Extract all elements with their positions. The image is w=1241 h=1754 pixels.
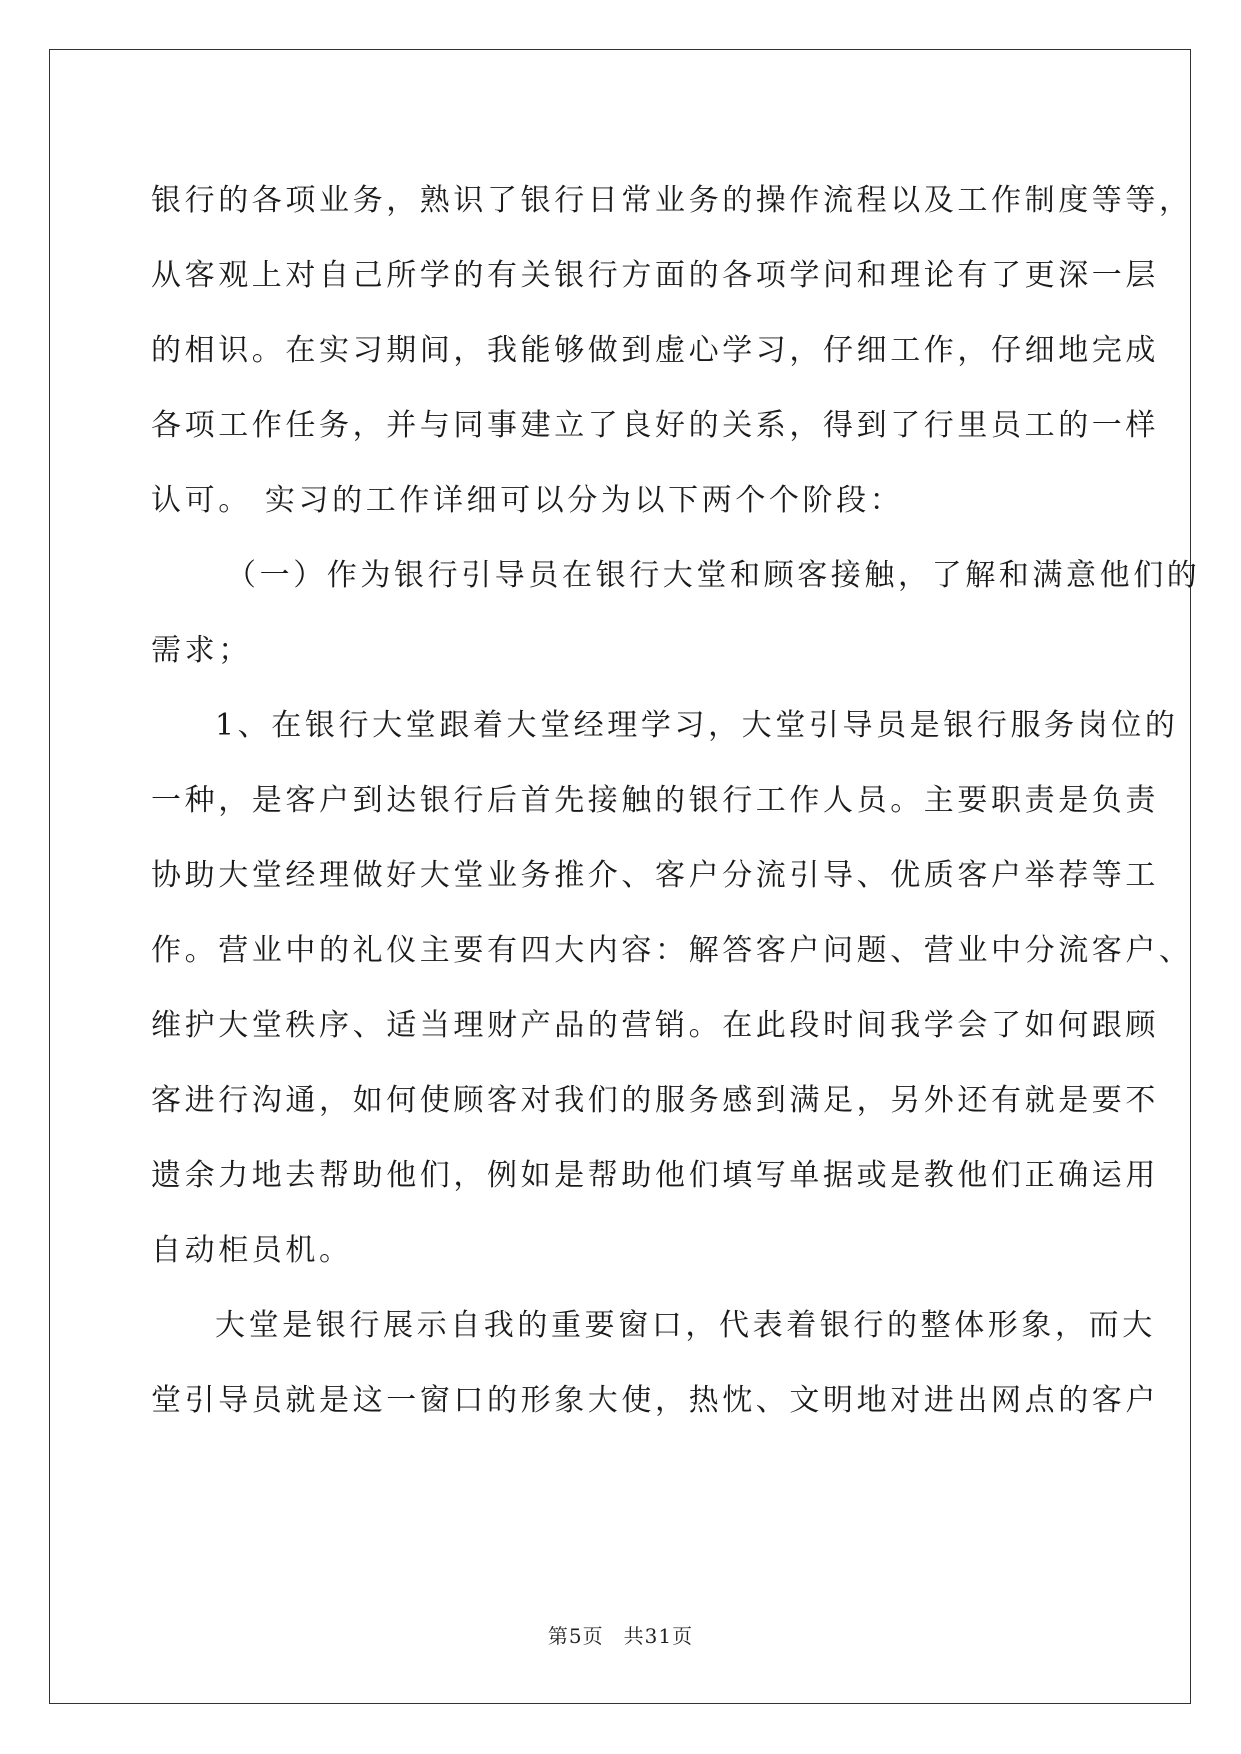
page-number: 第5页 [547, 1624, 604, 1648]
page-footer [0, 1623, 1241, 1649]
text-line: 协助大堂经理做好大堂业务推介、客户分流引导、优质客户举荐等工 [151, 858, 1159, 893]
text-line: 的相识。在实习期间，我能够做到虚心学习，仔细工作，仔细地完成 [151, 333, 1159, 368]
text-line: 需求； [151, 633, 252, 668]
text-line: 堂引导员就是这一窗口的形象大使，热忱、文明地对进出网点的客户 [151, 1383, 1159, 1418]
text-line: 作。营业中的礼仪主要有四大内容：解答客户问题、营业中分流客户、 [151, 933, 1193, 968]
paragraph-start: 大堂是银行展示自我的重要窗口，代表着银行的整体形象，而大 [215, 1308, 1156, 1343]
text-line: 遗余力地去帮助他们，例如是帮助他们填写单据或是教他们正确运用 [151, 1158, 1159, 1193]
text-line: 自动柜员机。 [151, 1233, 353, 1268]
text-line: 从客观上对自己所学的有关银行方面的各项学问和理论有了更深一层 [151, 258, 1159, 293]
page-total: 共31页 [623, 1624, 694, 1648]
text-line: 认可。 实习的工作详细可以分为以下两个个阶段： [151, 483, 904, 518]
text-line: 客进行沟通，如何使顾客对我们的服务感到满足，另外还有就是要不 [151, 1083, 1159, 1118]
paragraph-start: 1、在银行大堂跟着大堂经理学习，大堂引导员是银行服务岗位的 [215, 708, 1179, 743]
text-line: 银行的各项业务，熟识了银行日常业务的操作流程以及工作制度等等， [151, 183, 1193, 218]
text-line: 各项工作任务，并与同事建立了良好的关系，得到了行里员工的一样 [151, 408, 1159, 443]
section-heading: （一）作为银行引导员在银行大堂和顾客接触，了解和满意他们的 [226, 558, 1201, 593]
text-line: 维护大堂秩序、适当理财产品的营销。在此段时间我学会了如何跟顾 [151, 1008, 1159, 1043]
text-line: 一种，是客户到达银行后首先接触的银行工作人员。主要职责是负责 [151, 783, 1159, 818]
body-text [151, 163, 1201, 1438]
